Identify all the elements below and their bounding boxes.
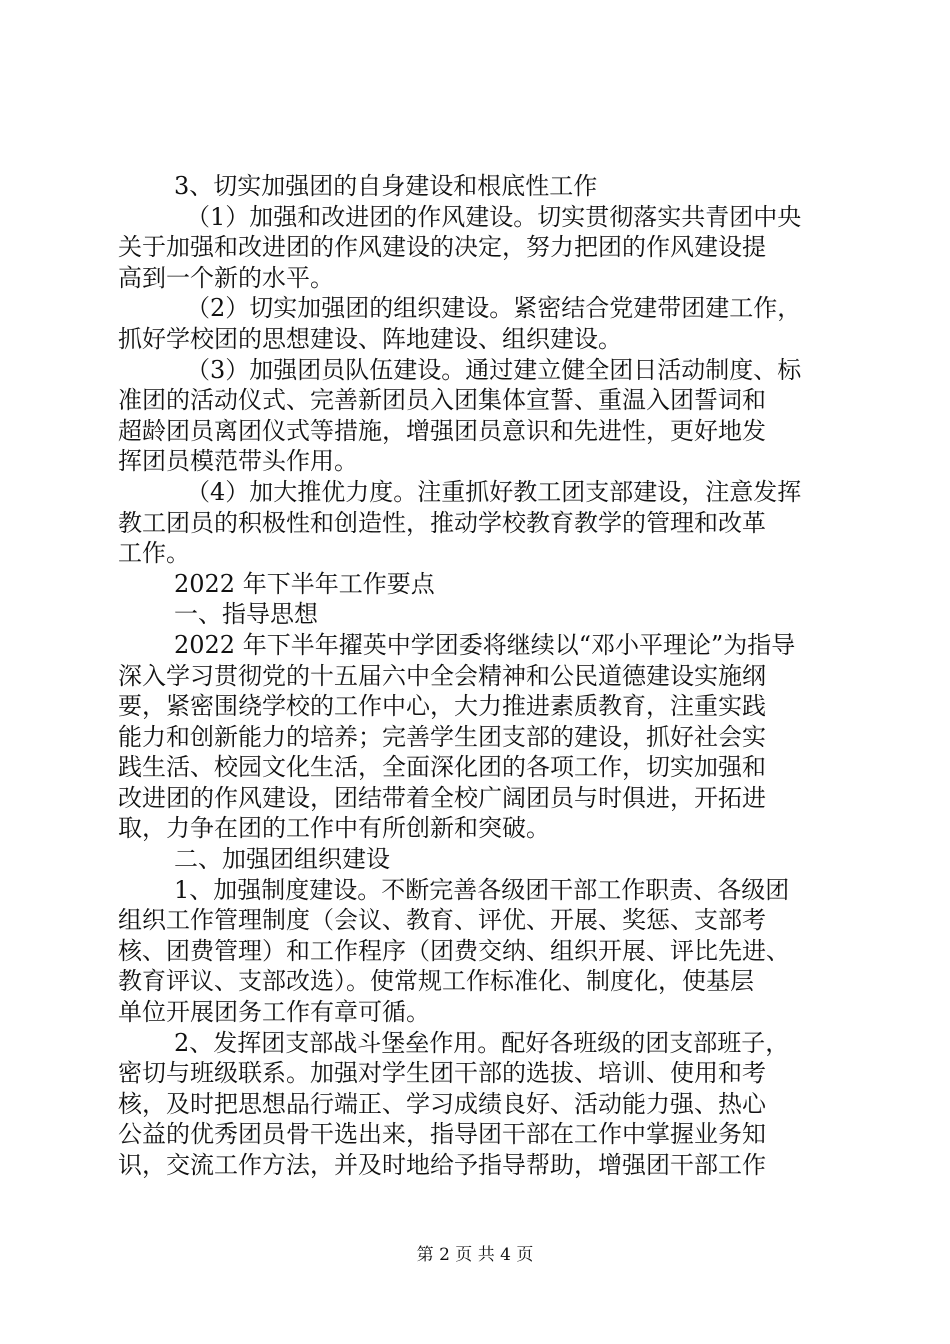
page-number-label: 第 2 页 共 4 页: [416, 1245, 534, 1265]
paragraph-line: 准团的活动仪式、完善新团员入团集体宣誓、重温入团誓词和: [118, 386, 766, 415]
paragraph-line: 要，紧密围绕学校的工作中心，大力推进素质教育，注重实践: [118, 692, 766, 721]
paragraph-line: （2）切实加强团的组织建设。紧密结合党建带团建工作，: [186, 294, 802, 323]
paragraph-line: 工作。: [118, 539, 190, 568]
paragraph-line: 挥团员模范带头作用。: [118, 447, 358, 476]
paragraph-line: 单位开展团务工作有章可循。: [118, 998, 430, 1027]
page-footer: [0, 1244, 950, 1266]
document-body: [118, 171, 832, 1181]
paragraph-line: 超龄团员离团仪式等措施，增强团员意识和先进性，更好地发: [118, 416, 766, 445]
paragraph-line: 1、加强制度建设。不断完善各级团干部工作职责、各级团: [174, 875, 790, 904]
paragraph-line: 高到一个新的水平。: [118, 263, 334, 292]
paragraph-line: 关于加强和改进团的作风建设的决定，努力把团的作风建设提: [118, 233, 766, 262]
paragraph-line: 抓好学校团的思想建设、阵地建设、组织建设。: [118, 324, 622, 353]
paragraph-line: 2、发挥团支部战斗堡垒作用。配好各班级的团支部班子，: [174, 1028, 790, 1057]
paragraph-line: （1）加强和改进团的作风建设。切实贯彻落实共青团中央: [186, 202, 802, 231]
paragraph-line: 深入学习贯彻党的十五届六中全会精神和公民道德建设实施纲: [118, 661, 766, 690]
paragraph-line: 核、团费管理）和工作程序（团费交纳、组织开展、评比先进、: [118, 936, 790, 965]
section-heading: 二、加强团组织建设: [174, 845, 390, 874]
section-heading: 3、切实加强团的自身建设和根底性工作: [174, 172, 598, 200]
paragraph-line: 组织工作管理制度（会议、教育、评优、开展、奖惩、支部考: [118, 906, 766, 935]
paragraph-line: 核，及时把思想品行端正、学习成绩良好、活动能力强、热心: [118, 1089, 766, 1118]
paragraph-line: 改进团的作风建设，团结带着全校广阔团员与时俱进，开拓进: [118, 783, 766, 812]
paragraph-line: 能力和创新能力的培养；完善学生团支部的建设，抓好社会实: [118, 722, 766, 751]
section-heading: 一、指导思想: [174, 600, 318, 629]
paragraph-line: 取，力争在团的工作中有所创新和突破。: [118, 814, 550, 843]
paragraph-line: （4）加大推优力度。注重抓好教工团支部建设，注意发挥: [186, 477, 802, 506]
paragraph-line: 公益的优秀团员骨干选出来，指导团干部在工作中掌握业务知: [118, 1120, 766, 1149]
paragraph-line: 教育评议、支部改选）。使常规工作标准化、制度化，使基层: [118, 967, 754, 996]
paragraph-line: 教工团员的积极性和创造性，推动学校教育教学的管理和改革: [118, 508, 766, 537]
paragraph-line: 践生活、校园文化生活，全面深化团的各项工作，切实加强和: [118, 753, 766, 782]
paragraph-line: （3）加强团员队伍建设。通过建立健全团日活动制度、标: [186, 355, 802, 384]
paragraph-line: 识，交流工作方法，并及时地给予指导帮助，增强团干部工作: [118, 1151, 766, 1179]
paragraph-line: 密切与班级联系。加强对学生团干部的选拔、培训、使用和考: [118, 1059, 766, 1088]
section-heading: 2022 年下半年工作要点: [174, 569, 435, 598]
paragraph-line: 2022 年下半年擢英中学团委将继续以“邓小平理论”为指导: [174, 630, 796, 659]
